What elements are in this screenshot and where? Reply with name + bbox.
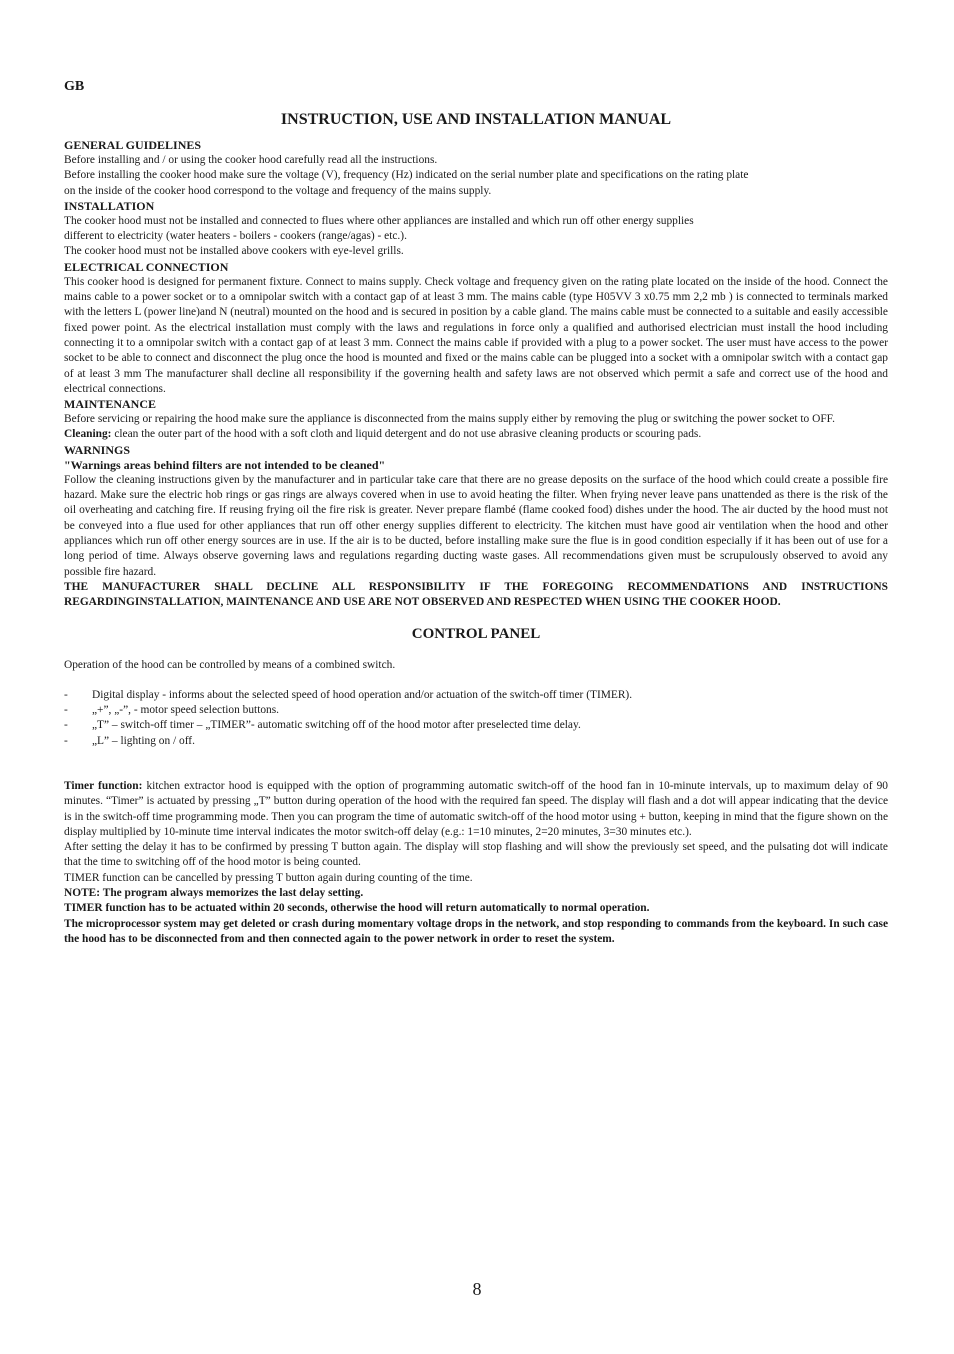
timer-cancel: TIMER function can be cancelled by pressing T button again during counting of the time. [64,871,473,884]
list-item-text: Digital display - informs about the selected speed of hood operation and/or actuation of the switch-off timer (TIMER). [92,688,633,701]
cleaning-label: Cleaning: [64,428,112,441]
list-dash: - [64,719,68,732]
maintenance-heading: MAINTENANCE [64,397,157,412]
installation-line: The cooker hood must not be installed above cookers with eye-level grills. [64,245,404,258]
list-item-text: „T” – switch-off timer – „TIMER”- automatic switching off of the hood motor after preselected time delay. [92,719,581,732]
timer-label: Timer function: [64,779,143,792]
timer-text: kitchen extractor hood is equipped with the option of programming automatic switch-off of the hood fan in 10-minute intervals, up to maximum delay of 90 minutes. “Timer” is actuated by pressing „T” button during operation of the hood with the required fan speed. The display will flash and a dot will appear indicating that the device is in the switch-off time programming mode. Then you can program the time of automatic switch-off of the hood motor using + button, keeping in mind that the figure shown on the display multiplied by 10-minute time interval indicates the motor switch-off delay (e.g.: 1=10 minutes, 2=20 minutes, 3=30 minutes etc.). [64,779,889,838]
electrical-heading: ELECTRICAL CONNECTION [64,259,229,274]
cleaning-text: clean the outer part of the hood with a soft cloth and liquid detergent and do not use abrasive cleaning products or scouring pads. [111,428,702,441]
list-item [64,734,888,749]
timer-actuate: TIMER function has to be actuated within 20 seconds, otherwise the hood will return automatically to normal operation. [64,902,650,915]
document-page [64,78,888,947]
timer-confirm: After setting the delay it has to be confirmed by pressing T button again. The display will stop flashing and will show the previously set speed, and the pulsating dot will indicate that the time to switching off of the hood motor is being counted. [64,841,888,869]
timer-paragraph [64,779,888,840]
timer-note: NOTE: The program always memorizes the last delay setting. [64,886,364,899]
maintenance-text: Before servicing or repairing the hood make sure the appliance is disconnected from the mains supply either by removing the plug or switching the power socket to OFF. [64,413,835,426]
list-dash: - [64,688,68,701]
warnings-subheading: "Warnings areas behind filters are not intended to be cleaned" [64,457,386,472]
warnings-bold-text: THE MANUFACTURER SHALL DECLINE ALL RESPONSIBILITY IF THE FOREGOING RECOMMENDATIONS AND INSTRUCTIONS REGARDINGINSTALLATION, MAINTENANCE AND USE ARE NOT OBSERVED AND RESPECTED WHEN USING THE COOKER HOOD. [64,580,888,609]
control-panel-intro: Operation of the hood can be controlled by means of a combined switch. [64,659,396,672]
warnings-text: Follow the cleaning instructions given by the manufacturer and in particular take care that there are no grease deposits on the surface of the hood which could create a possible fire hazard. Make sure the electric hob rings or gas rings are always covered when in use to avoid heating the filter. When frying never leave pans unattended as there is the risk of the oil overheating and catching fire. If reusing frying oil the fire risk is greater. Never prepare flambé (flame cooked food) dishes under the hood. The air ducted by the hood must not be conveyed into a flue used for other appliances that run off other energy supplies different to electricity. The kitchen must have good air ventilation when the hood and other appliances which run off other energy sources are in use. If the air is to be ducted, before installing make sure the flue is in good condition especially if it has been out of use for a long period of time. Always observe governing laws and regulations regarding ducting waste gases. All recommendations given must be scrupulously observed to avoid any possible fire hazard. [64,473,888,578]
list-dash: - [64,734,68,747]
list-dash: - [64,704,68,717]
list-item [64,688,888,703]
timer-micro: The microprocessor system may get deleted or crash during momentary voltage drops in the network, and stop responding to commands from the keyboard. In such case the hood has to be disconnected from and then connected again to the power network in order to reset the system. [64,917,888,945]
list-item [64,703,888,718]
cleaning-paragraph [64,427,888,442]
electrical-text: This cooker hood is designed for permanent fixture. Connect to mains supply. Check voltage and frequency given on the rating plate located on the inside of the hood. Connect the mains cable to a power socket or to a omnipolar switch with a contact gap of at least 3 mm. The mains cable (type H05VV 3 x0.75 mm 2,2 mb ) is connected to terminals marked with the letters L (power line)and N (neutral) mounted on the hood and is secured in position by a cable gland. The mains cable must be connected to a suitable and easily accessible fixed power point. As the electrical installation must comply with the laws and regulations in force only a qualified and authorised electrician must install the hood including connecting it to a omnipolar switch with a contact gap of at least 3 mm. Connect the mains cable if provided with a plug to a power socket. The user must have access to the power socket to be able to connect and disconnect the plug once the hood is mounted and fixed or the mains cable can be plugged into a socket with a omnipolar switch with a contact gap of at least 3 mm The manufacturer shall decline all responsibility if the governing health and safety laws are not observed which permit a safe and correct use of the hood and electrical connections. [64,275,888,395]
list-item-text: „L” – lighting on / off. [92,734,195,747]
installation-line: The cooker hood must not be installed and connected to flues where other appliances are installed and which run off other energy supplies [64,214,694,227]
general-line: Before installing and / or using the cooker hood carefully read all the instructions. [64,154,438,166]
page-number: 8 [472,1279,482,1299]
installation-line: different to electricity (water heaters - boilers - cookers (range/agas) - etc.). [64,230,407,243]
language-code: GB [64,79,85,94]
installation-heading: INSTALLATION [64,198,155,213]
warnings-heading: WARNINGS [64,442,131,457]
general-heading: GENERAL GUIDELINES [64,138,202,152]
document-title: INSTRUCTION, USE AND INSTALLATION MANUAL [280,111,672,128]
general-line: Before installing the cooker hood make sure the voltage (V), frequency (Hz) indicated on the serial number plate and specifications on the rating plate [64,169,749,182]
control-panel-list [64,688,888,749]
list-item-text: „+”, „-”, - motor speed selection buttons. [92,704,280,717]
general-line: on the inside of the cooker hood correspond to the voltage and frequency of the mains supply. [64,184,492,197]
list-item [64,718,888,733]
control-panel-title: CONTROL PANEL [411,626,541,643]
